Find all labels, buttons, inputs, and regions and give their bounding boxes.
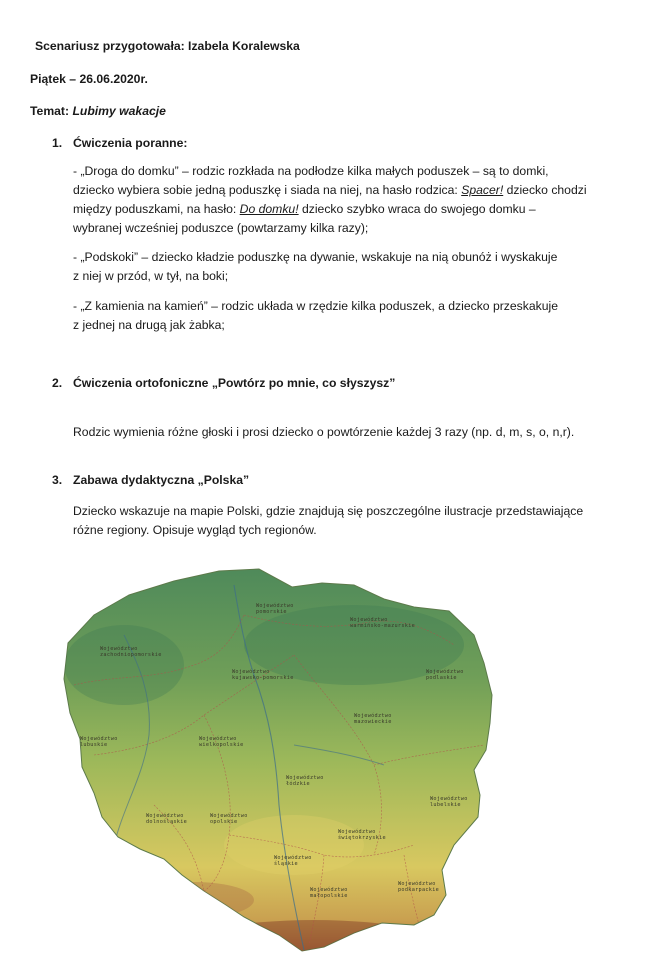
spacer-command: Spacer! — [461, 183, 504, 197]
section-2-title: Ćwiczenia ortofoniczne „Powtórz po mnie, co słyszysz” — [73, 376, 396, 390]
topic-line — [30, 103, 166, 119]
region-label-opolskie: Województwo opolskie — [210, 813, 248, 825]
s1-p1-line2-a: dziecko wybiera sobie jedną poduszkę i siada na niej, na hasło rodzica: — [73, 183, 462, 197]
s1-p1-line3-b: dziecko szybko wraca do swojego domku – — [298, 202, 536, 216]
region-label-wielkopolskie: Województwo wielkopolskie — [199, 736, 244, 748]
region-label-lubuskie: Województwo lubuskie — [80, 736, 118, 748]
section-1-title: Ćwiczenia poranne: — [73, 136, 188, 150]
author-line: Scenariusz przygotowała: Izabela Koralewska — [35, 39, 300, 53]
region-label-zachodniopomorskie: Województwo zachodniopomorskie — [100, 646, 162, 658]
region-label-lubelskie: Województwo lubelskie — [430, 796, 468, 808]
region-label-slaskie: Województwo śląskie — [274, 855, 312, 867]
s2-p1: Rodzic wymienia różne głoski i prosi dziecko o powtórzenie każdej 3 razy (np. d, m, s, o, n,r). — [73, 425, 575, 439]
topic-value: Lubimy wakacje — [72, 104, 166, 118]
s1-p1-line2-b: dziecko chodzi — [503, 183, 587, 197]
region-label-malopolskie: Województwo małopolskie — [310, 887, 348, 899]
poland-map — [54, 555, 554, 960]
s3-p1-line2: różne regiony. Opisuje wygląd tych regionów. — [73, 523, 317, 537]
region-label-warminsko-mazurskie: Województwo warmińsko-mazurskie — [350, 617, 416, 629]
region-label-swietokrzyskie: Województwo świętokrzyskie — [338, 829, 386, 841]
s1-p2-line2: z niej w przód, w tył, na boki; — [73, 269, 229, 283]
region-label-podkarpackie: Województwo podkarpackie — [398, 881, 440, 893]
do-domku-command: Do domku! — [239, 202, 299, 216]
region-label-pomorskie: Województwo pomorskie — [256, 603, 294, 615]
date-line: Piątek – 26.06.2020r. — [30, 72, 148, 86]
s1-p1-line3-a: między poduszkami, na hasło: — [73, 202, 240, 216]
s1-p3-line1: - „Z kamienia na kamień” – rodzic układa w rzędzie kilka poduszek, a dziecko przeskakuje — [73, 299, 559, 313]
s1-p2-line1: - „Podskoki” – dziecko kładzie poduszkę na dywanie, wskakuje na nią obunóż i wyskakuje — [73, 250, 558, 264]
section-1-number: 1. — [52, 136, 63, 150]
s1-p1-line4: wybranej wcześniej poduszce (powtarzamy kilka razy); — [73, 221, 369, 235]
s3-p1-line1: Dziecko wskazuje na mapie Polski, gdzie znajdują się poszczególne ilustracje przedstawiające — [73, 504, 584, 518]
region-label-mazowieckie: Województwo mazowieckie — [354, 713, 392, 725]
s1-p1-line2 — [73, 182, 587, 198]
s1-p1-line3 — [73, 201, 536, 217]
region-label-dolnoslaskie: Województwo dolnośląskie — [146, 813, 188, 825]
s1-p1-line1: - „Droga do domku” – rodzic rozkłada na podłodze kilka małych poduszek – są to domki, — [73, 164, 549, 178]
region-label-podlaskie: Województwo podlaskie — [426, 669, 464, 681]
section-2-number: 2. — [52, 376, 63, 390]
section-3-number: 3. — [52, 473, 63, 487]
region-label-lodzkie: Województwo łódzkie — [286, 775, 324, 787]
section-3-title: Zabawa dydaktyczna „Polska” — [73, 473, 250, 487]
topic-label: Temat: — [30, 104, 70, 118]
region-label-kujawsko-pomorskie: Województwo kujawsko-pomorskie — [232, 669, 294, 681]
s1-p3-line2: z jednej na drugą jak żabka; — [73, 318, 225, 332]
